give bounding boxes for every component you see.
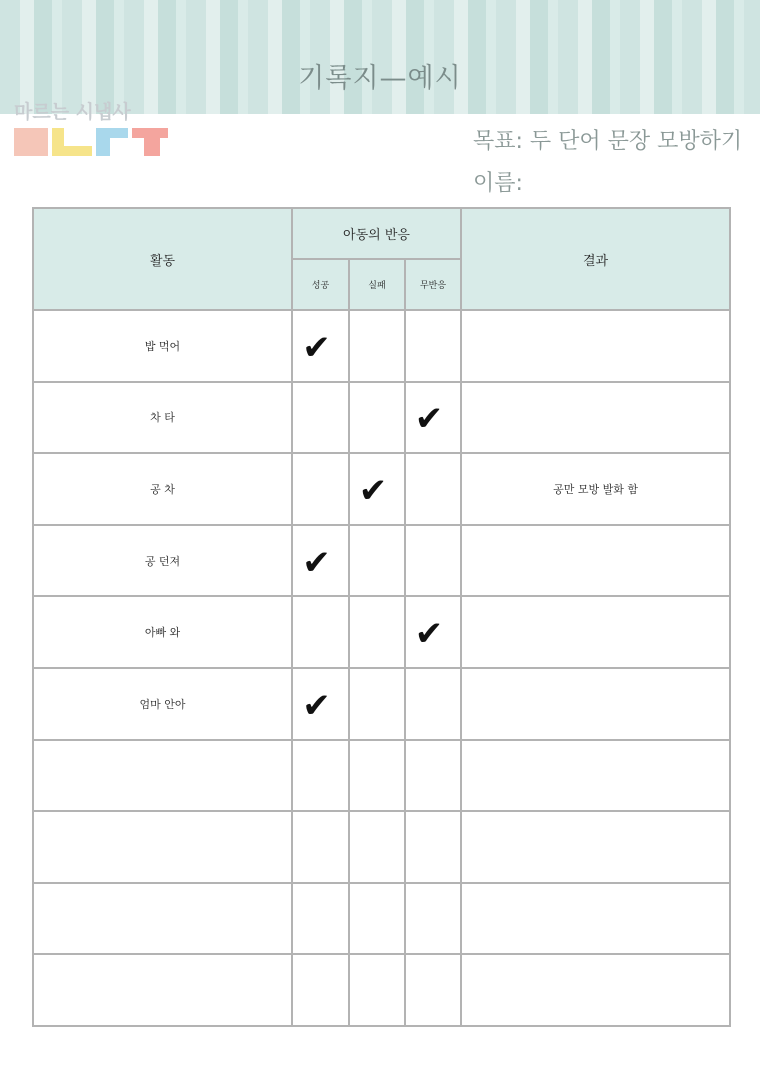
header-response: 아동의 반응 bbox=[292, 208, 461, 259]
response-cell-success bbox=[292, 596, 349, 668]
header-no-response: 무반응 bbox=[405, 259, 461, 310]
response-cell-no-response bbox=[405, 811, 461, 883]
result-cell bbox=[461, 811, 730, 883]
logo-block bbox=[132, 128, 168, 156]
response-cell-success bbox=[292, 382, 349, 454]
logo-text: 마르는 시냅사 bbox=[14, 101, 131, 123]
response-cell-fail bbox=[349, 525, 405, 597]
table-row bbox=[33, 453, 730, 525]
header-result: 결과 bbox=[461, 208, 730, 310]
response-cell-success bbox=[292, 310, 349, 382]
response-cell-no-response bbox=[405, 310, 461, 382]
activity-cell bbox=[33, 740, 292, 812]
response-cell-fail bbox=[349, 668, 405, 740]
result-cell bbox=[461, 382, 730, 454]
result-cell bbox=[461, 310, 730, 382]
logo-block bbox=[14, 128, 48, 156]
response-cell-no-response bbox=[405, 668, 461, 740]
response-cell-success bbox=[292, 740, 349, 812]
response-cell-fail bbox=[349, 596, 405, 668]
activity-cell: 차 타 bbox=[33, 382, 292, 454]
table-row bbox=[33, 883, 730, 955]
activity-cell bbox=[33, 883, 292, 955]
response-cell-no-response bbox=[405, 525, 461, 597]
result-cell bbox=[461, 525, 730, 597]
table-row bbox=[33, 740, 730, 812]
header-fail: 실패 bbox=[349, 259, 405, 310]
result-cell bbox=[461, 596, 730, 668]
response-cell-success bbox=[292, 525, 349, 597]
activity-cell bbox=[33, 811, 292, 883]
logo bbox=[14, 98, 174, 160]
response-cell-fail bbox=[349, 811, 405, 883]
activity-cell bbox=[33, 954, 292, 1026]
page-title: 기록지—예시 bbox=[298, 63, 462, 94]
result-cell: 공만 모방 발화 함 bbox=[461, 453, 730, 525]
response-cell-success bbox=[292, 453, 349, 525]
response-cell-no-response bbox=[405, 596, 461, 668]
table-row bbox=[33, 954, 730, 1026]
activity-cell: 공 던져 bbox=[33, 525, 292, 597]
result-cell bbox=[461, 883, 730, 955]
response-cell-fail bbox=[349, 310, 405, 382]
table-row bbox=[33, 382, 730, 454]
response-cell-fail bbox=[349, 382, 405, 454]
table-row bbox=[33, 596, 730, 668]
activity-cell: 아빠 와 bbox=[33, 596, 292, 668]
response-cell-no-response bbox=[405, 740, 461, 812]
response-cell-success bbox=[292, 954, 349, 1026]
response-cell-no-response bbox=[405, 883, 461, 955]
table-row bbox=[33, 668, 730, 740]
response-cell-no-response bbox=[405, 453, 461, 525]
check-icon: ✔ bbox=[414, 614, 444, 655]
response-cell-no-response bbox=[405, 954, 461, 1026]
table-row bbox=[33, 811, 730, 883]
table-row bbox=[33, 310, 730, 382]
response-cell-fail bbox=[349, 954, 405, 1026]
result-cell bbox=[461, 740, 730, 812]
response-cell-success bbox=[292, 883, 349, 955]
result-cell bbox=[461, 668, 730, 740]
activity-cell: 밥 먹어 bbox=[33, 310, 292, 382]
response-cell-fail bbox=[349, 453, 405, 525]
logo-block bbox=[52, 128, 92, 156]
response-cell-no-response bbox=[405, 382, 461, 454]
response-cell-success bbox=[292, 811, 349, 883]
header-success: 성공 bbox=[292, 259, 349, 310]
activity-cell: 공 차 bbox=[33, 453, 292, 525]
logo-block bbox=[96, 128, 128, 156]
response-cell-fail bbox=[349, 740, 405, 812]
check-icon: ✔ bbox=[358, 470, 388, 511]
table-row bbox=[33, 525, 730, 597]
check-icon: ✔ bbox=[302, 327, 331, 368]
check-icon: ✔ bbox=[414, 399, 444, 440]
response-cell-fail bbox=[349, 883, 405, 955]
record-table bbox=[32, 207, 731, 1027]
response-cell-success bbox=[292, 668, 349, 740]
name-label: 이름: bbox=[473, 171, 523, 196]
check-icon: ✔ bbox=[302, 685, 331, 726]
check-icon: ✔ bbox=[302, 542, 331, 583]
goal-text: 목표: 두 단어 문장 모방하기 bbox=[473, 129, 743, 154]
activity-cell: 엄마 안아 bbox=[33, 668, 292, 740]
header-activity: 활동 bbox=[33, 208, 292, 310]
result-cell bbox=[461, 954, 730, 1026]
